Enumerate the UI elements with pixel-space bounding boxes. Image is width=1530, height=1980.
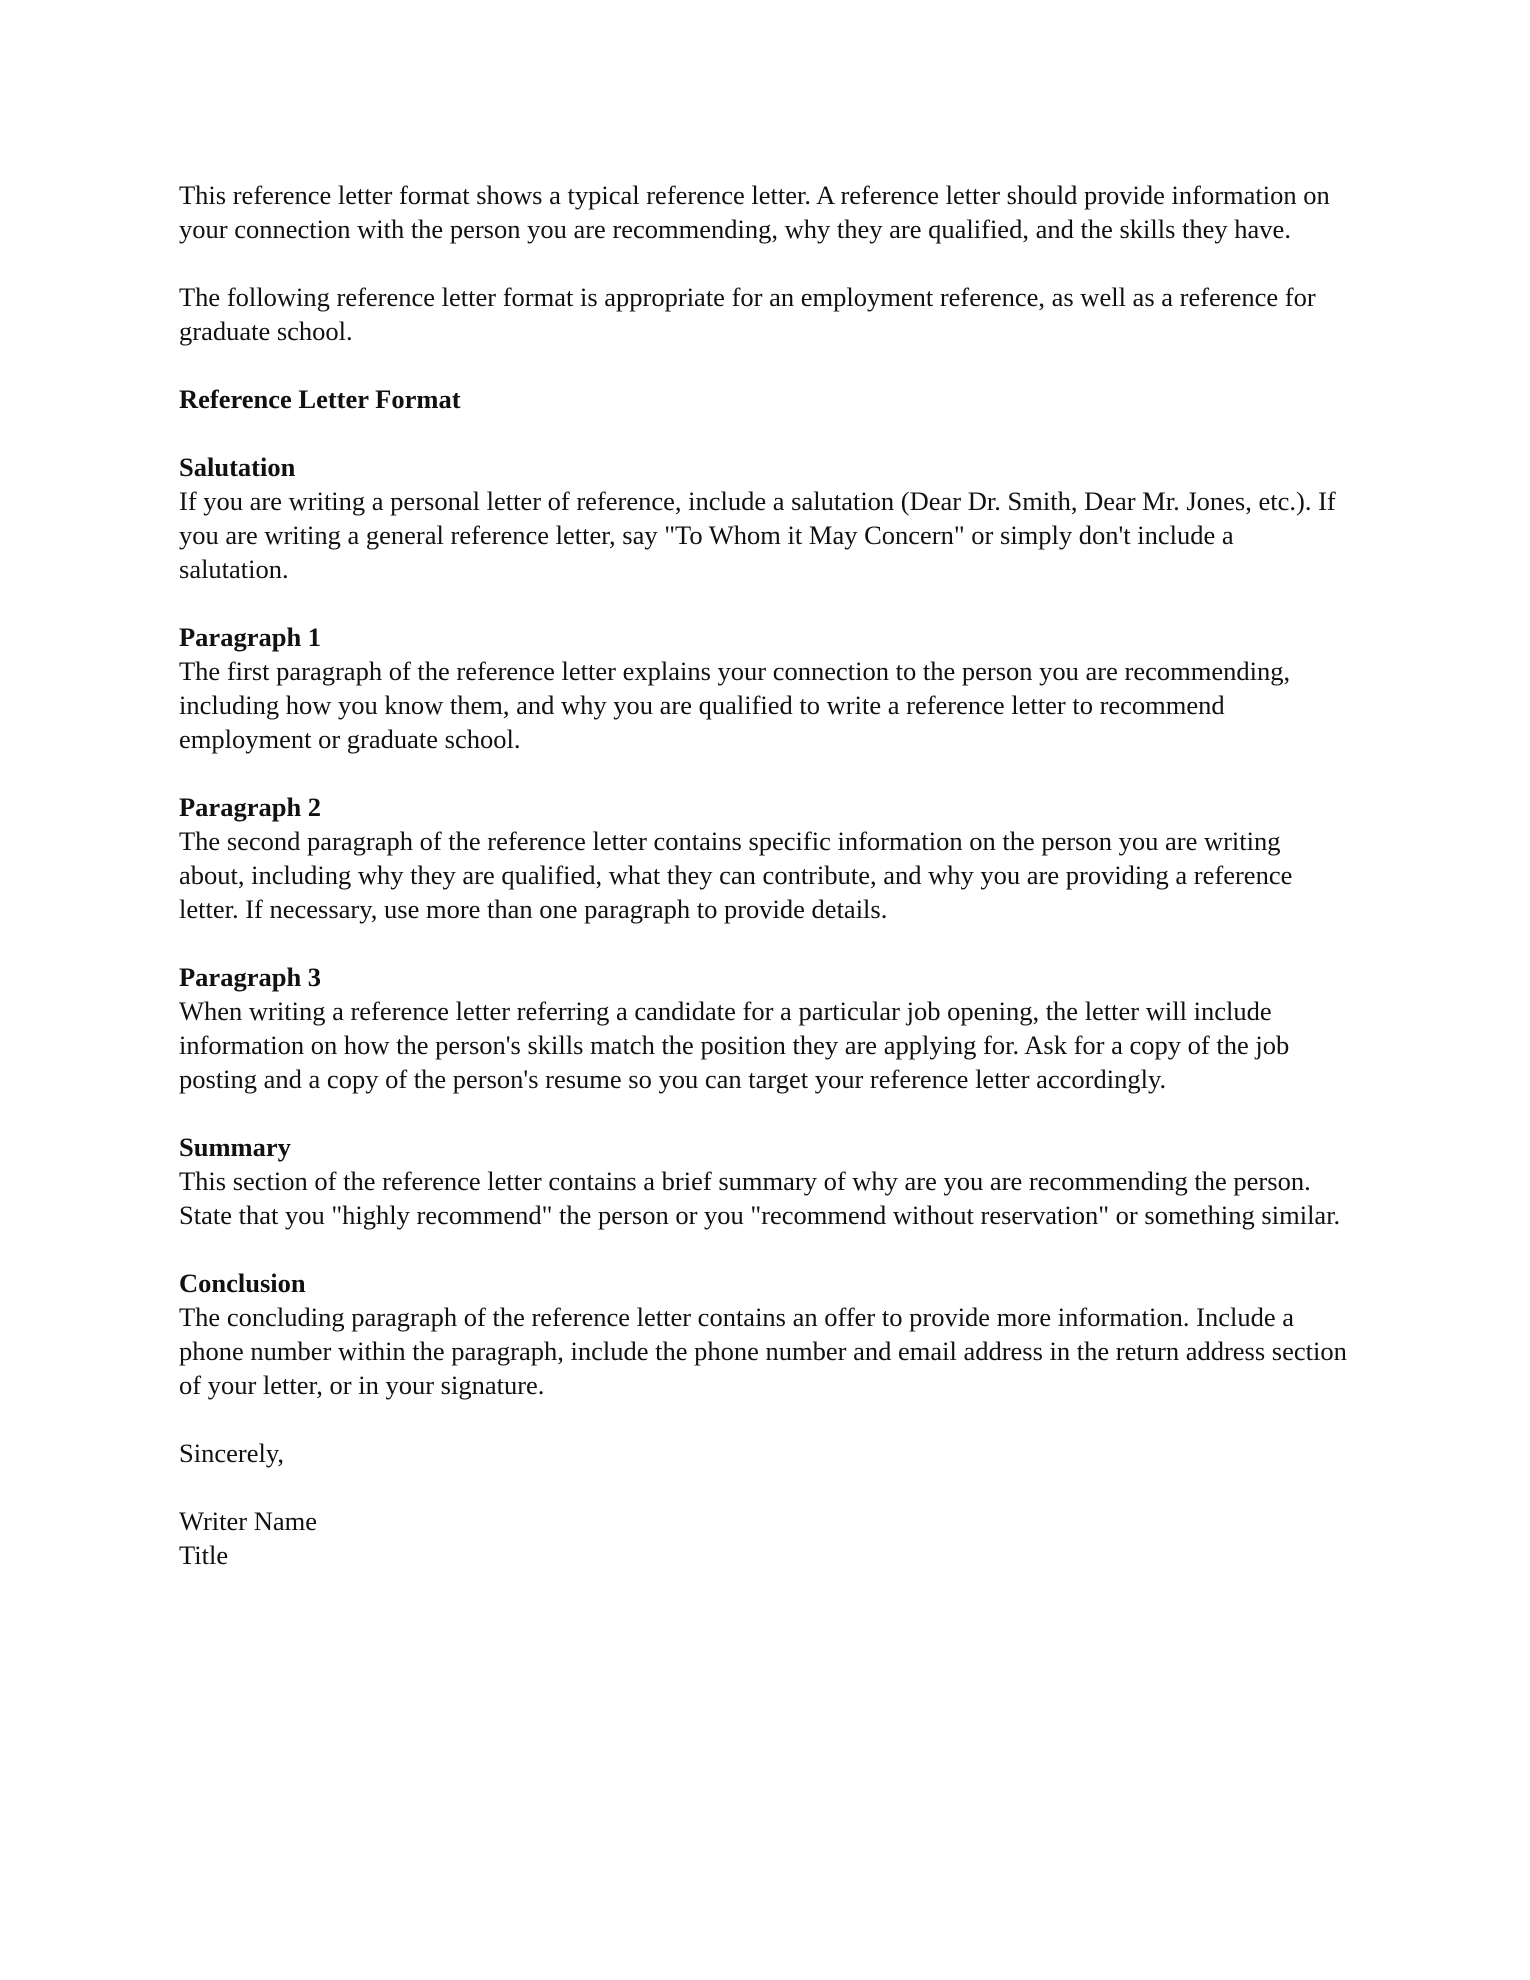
- intro-paragraph-1: This reference letter format shows a typical reference letter. A reference letter should provide information on your connection with the person you are recommending, why they are qualified, and the skills they have.: [179, 180, 1330, 244]
- section-heading: Salutation: [179, 452, 296, 482]
- section-heading: Summary: [179, 1132, 291, 1162]
- section-heading: Paragraph 3: [179, 962, 322, 992]
- section-body: When writing a reference letter referring a candidate for a particular job opening, the letter will include information on how the person's skills match the position they are applying for. Ask for a copy of the job posting and a copy of the person's resume so you can target your reference letter accordingly.: [179, 996, 1290, 1094]
- document-body: [179, 178, 1349, 1572]
- section-heading: Paragraph 2: [179, 792, 322, 822]
- section-conclusion: [179, 1266, 1349, 1402]
- section-paragraph-1: [179, 620, 1349, 756]
- signature-title: Title: [179, 1540, 229, 1570]
- section-body: The second paragraph of the reference letter contains specific information on the person you are writing about, including why they are qualified, what they can contribute, and why you are providing a reference letter. If necessary, use more than one paragraph to provide details.: [179, 826, 1293, 924]
- section-paragraph-3: [179, 960, 1349, 1096]
- signature-block: [179, 1504, 1349, 1572]
- section-salutation: [179, 450, 1349, 586]
- section-body: The concluding paragraph of the reference letter contains an offer to provide more information. Include a phone number within the paragraph, include the phone number and email address in the return address section of your letter, or in your signature.: [179, 1302, 1347, 1400]
- section-heading: Paragraph 1: [179, 622, 322, 652]
- signature-name: Writer Name: [179, 1506, 317, 1536]
- closing: Sincerely,: [179, 1438, 284, 1468]
- section-heading: Conclusion: [179, 1268, 306, 1298]
- section-body: This section of the reference letter contains a brief summary of why are you are recommending the person. State that you "highly recommend" the person or you "recommend without reservation" or something similar.: [179, 1166, 1341, 1230]
- section-summary: [179, 1130, 1349, 1232]
- section-paragraph-2: [179, 790, 1349, 926]
- section-body: If you are writing a personal letter of reference, include a salutation (Dear Dr. Smith, Dear Mr. Jones, etc.). If you are writing a general reference letter, say "To Whom it May Concern" or simply don't include a salutation.: [179, 486, 1336, 584]
- section-body: The first paragraph of the reference letter explains your connection to the person you are recommending, including how you know them, and why you are qualified to write a reference letter to recommend employment or graduate school.: [179, 656, 1291, 754]
- format-title: Reference Letter Format: [179, 384, 461, 414]
- intro-paragraph-2: The following reference letter format is appropriate for an employment reference, as well as a reference for graduate school.: [179, 282, 1316, 346]
